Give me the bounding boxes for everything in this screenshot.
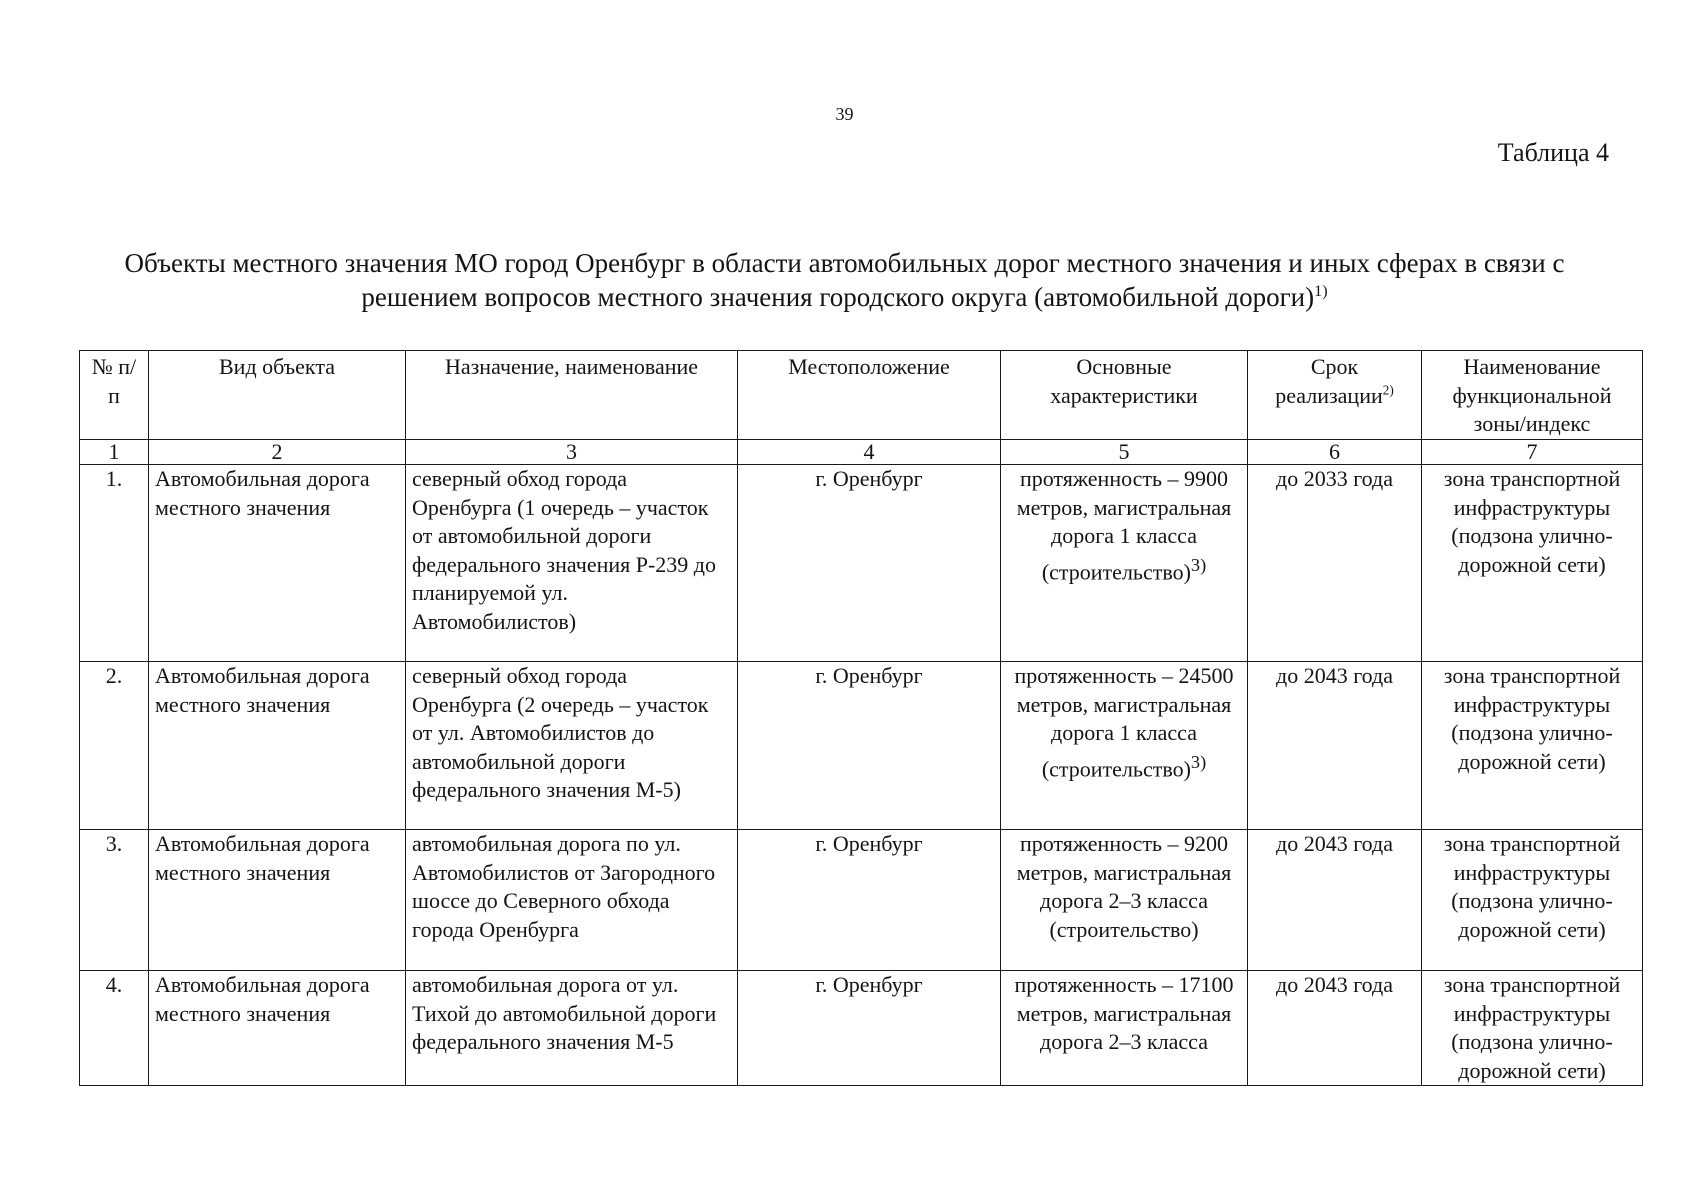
document-title-line-2-text: решением вопросов местного значения городского округа (автомобильной дороги) bbox=[361, 282, 1315, 312]
object-term: до 2043 года bbox=[1248, 662, 1422, 830]
roads-table bbox=[79, 350, 1643, 1086]
object-location: г. Оренбург bbox=[738, 830, 1001, 971]
object-name: автомобильная дорога по ул. Автомобилистов от Загородного шоссе до Северного обхода города Оренбурга bbox=[406, 830, 738, 971]
object-zone: зона транспортной инфраструктуры (подзона улично-дорожной сети) bbox=[1422, 662, 1643, 830]
header-type: Вид объекта bbox=[149, 351, 406, 440]
characteristics-text: протяженность – 9900 метров, магистральная дорога 1 класса (строительство) bbox=[1016, 466, 1232, 584]
term-footnote-mark: 2) bbox=[1382, 382, 1394, 398]
header-name: Назначение, наименование bbox=[406, 351, 738, 440]
object-zone: зона транспортной инфраструктуры (подзона улично-дорожной сети) bbox=[1422, 465, 1643, 662]
table-row bbox=[80, 830, 1643, 971]
table-caption: Таблица 4 bbox=[1497, 138, 1609, 167]
document-title bbox=[60, 246, 1629, 314]
header-zone: Наименование функциональной зоны/индекс bbox=[1422, 351, 1643, 440]
column-number: 4 bbox=[738, 440, 1001, 465]
page-number: 39 bbox=[835, 104, 854, 124]
object-characteristics: протяженность – 17100 метров, магистральная дорога 2–3 класса bbox=[1001, 971, 1248, 1086]
column-number: 6 bbox=[1248, 440, 1422, 465]
object-zone: зона транспортной инфраструктуры (подзона улично-дорожной сети) bbox=[1422, 971, 1643, 1086]
object-term: до 2043 года bbox=[1248, 830, 1422, 971]
object-type: Автомобильная дорога местного значения bbox=[149, 830, 406, 971]
object-name: северный обход города Оренбурга (2 очередь – участок от ул. Автомобилистов до автомобильной дороги федерального значения М-5) bbox=[406, 662, 738, 830]
table-header-row bbox=[80, 351, 1643, 440]
characteristics-footnote-mark: 3) bbox=[1190, 554, 1207, 575]
object-characteristics bbox=[1001, 465, 1248, 662]
column-number: 7 bbox=[1422, 440, 1643, 465]
table-row bbox=[80, 465, 1643, 662]
object-type: Автомобильная дорога местного значения bbox=[149, 971, 406, 1086]
header-term-text: Срок реализации bbox=[1275, 354, 1383, 408]
row-number: 4. bbox=[80, 971, 149, 1086]
object-location: г. Оренбург bbox=[738, 465, 1001, 662]
document-title-line-1: Объекты местного значения МО город Оренбург в области автомобильных дорог местного значения и иных сферах в связи с bbox=[124, 248, 1565, 278]
column-number-row bbox=[80, 440, 1643, 465]
object-name: автомобильная дорога от ул. Тихой до автомобильной дороги федерального значения М-5 bbox=[406, 971, 738, 1086]
column-number: 3 bbox=[406, 440, 738, 465]
row-number: 3. bbox=[80, 830, 149, 971]
column-number: 1 bbox=[80, 440, 149, 465]
object-type: Автомобильная дорога местного значения bbox=[149, 662, 406, 830]
object-term: до 2033 года bbox=[1248, 465, 1422, 662]
object-zone: зона транспортной инфраструктуры (подзона улично-дорожной сети) bbox=[1422, 830, 1643, 971]
header-term bbox=[1248, 351, 1422, 440]
object-location: г. Оренбург bbox=[738, 662, 1001, 830]
object-characteristics: протяженность – 9200 метров, магистральная дорога 2–3 класса (строительство) bbox=[1001, 830, 1248, 971]
table-row bbox=[80, 662, 1643, 830]
object-characteristics bbox=[1001, 662, 1248, 830]
title-footnote-mark: 1) bbox=[1314, 282, 1328, 300]
header-location: Местоположение bbox=[738, 351, 1001, 440]
table-row bbox=[80, 971, 1643, 1086]
header-characteristics: Основные характеристики bbox=[1001, 351, 1248, 440]
characteristics-text: протяженность – 24500 метров, магистральная дорога 1 класса (строительство) bbox=[1014, 663, 1234, 781]
object-location: г. Оренбург bbox=[738, 971, 1001, 1086]
column-number: 2 bbox=[149, 440, 406, 465]
column-number: 5 bbox=[1001, 440, 1248, 465]
object-term: до 2043 года bbox=[1248, 971, 1422, 1086]
characteristics-footnote-mark: 3) bbox=[1190, 751, 1207, 772]
row-number: 2. bbox=[80, 662, 149, 830]
object-name: северный обход города Оренбурга (1 очередь – участок от автомобильной дороги федерального значения Р-239 до планируемой ул. Автомобилистов) bbox=[406, 465, 738, 662]
header-num: № п/п bbox=[80, 351, 149, 440]
object-type: Автомобильная дорога местного значения bbox=[149, 465, 406, 662]
document-title-line-2 bbox=[60, 280, 1629, 314]
row-number: 1. bbox=[80, 465, 149, 662]
